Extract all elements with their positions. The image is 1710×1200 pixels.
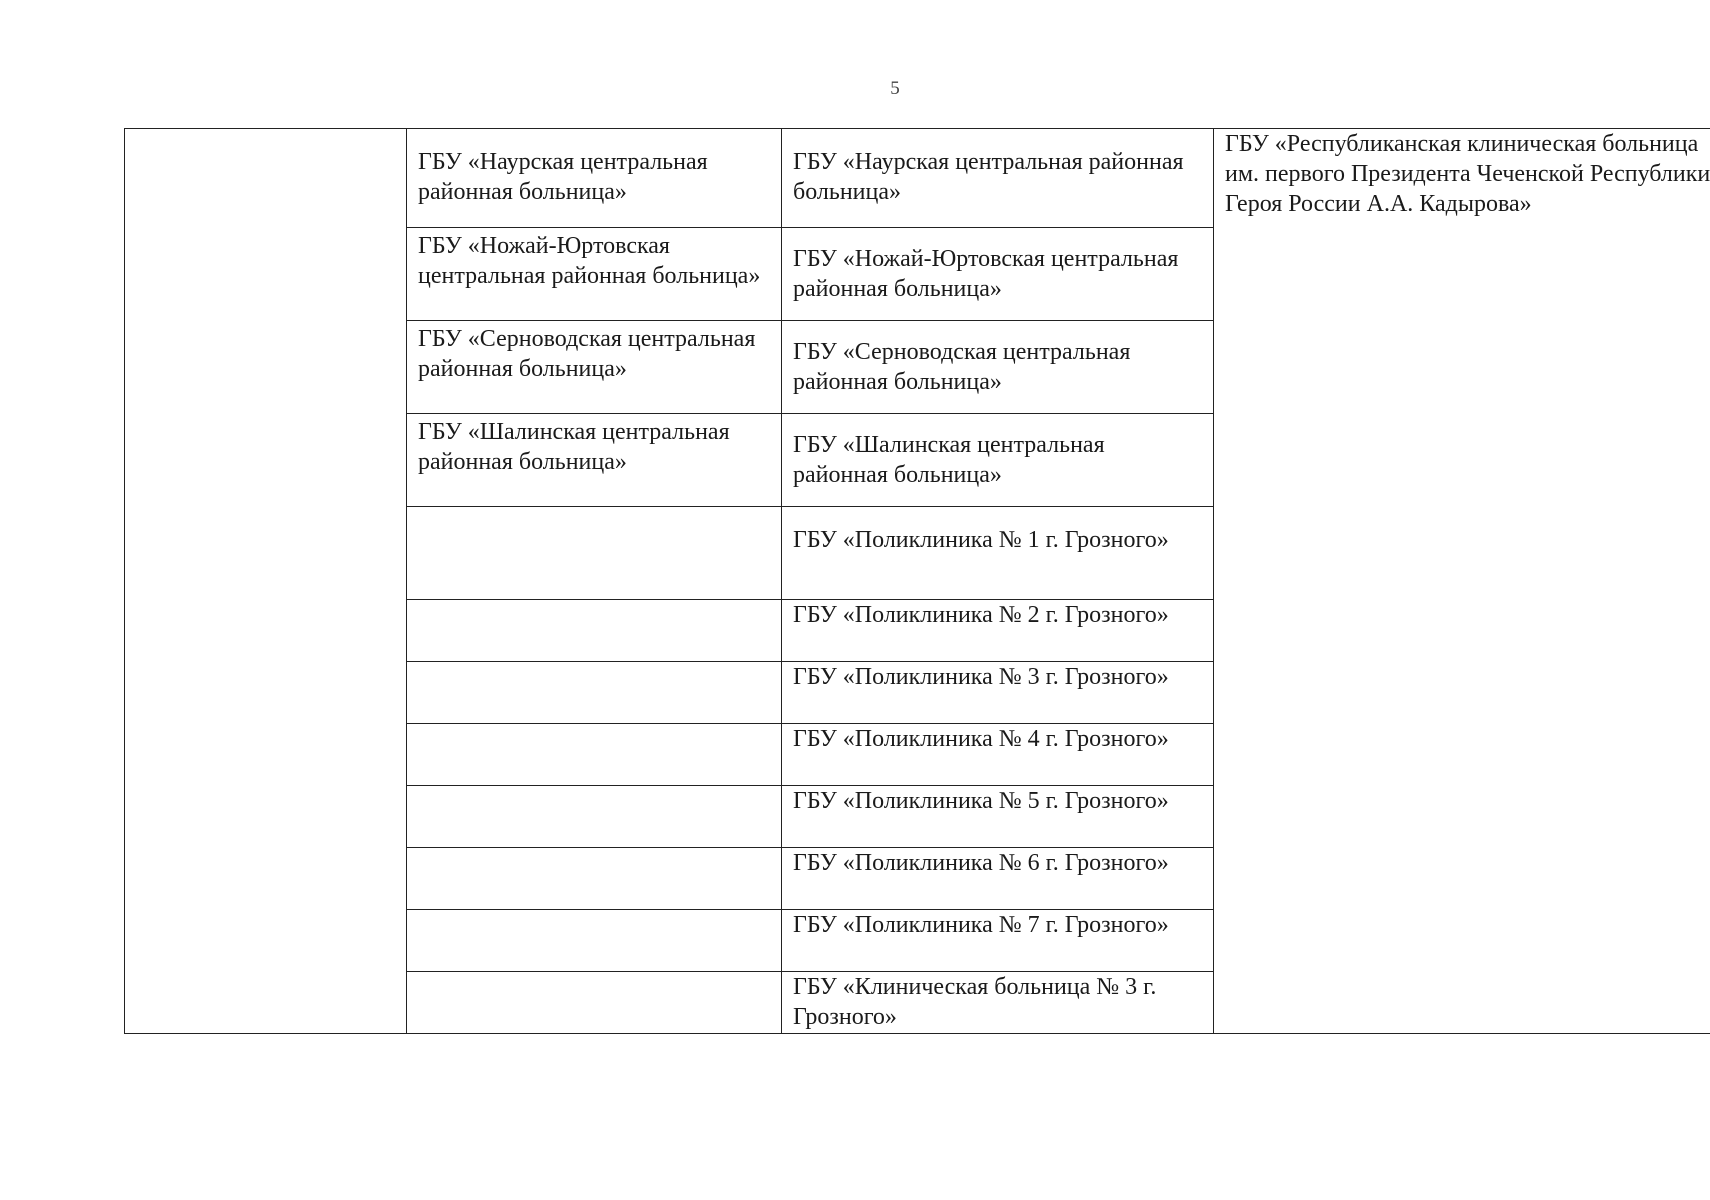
table-cell-col-c: ГБУ «Шалинская центральная районная больница»	[782, 414, 1214, 507]
table-cell-col-c: ГБУ «Ножай-Юртовская центральная районная больница»	[782, 228, 1214, 321]
table-cell-left-empty	[125, 129, 407, 1034]
table-cell-col-b-empty	[407, 724, 782, 786]
page-number: 5	[890, 78, 900, 99]
table-row	[125, 129, 1710, 228]
table-cell-col-c: ГБУ «Поликлиника № 7 г. Грозного»	[782, 910, 1214, 972]
table-cell-col-c: ГБУ «Клиническая больница № 3 г. Грозного»	[782, 972, 1214, 1034]
table-cell-col-b: ГБУ «Шалинская центральная районная больница»	[407, 414, 782, 507]
table-cell-col-c: ГБУ «Поликлиника № 6 г. Грозного»	[782, 848, 1214, 910]
table-cell-merged-hospital: ГБУ «Республиканская клиническая больница им. первого Президента Чеченской Республики Героя России А.А. Кадырова»	[1214, 129, 1710, 1034]
table-cell-col-b-empty	[407, 972, 782, 1034]
table-cell-col-b-empty	[407, 786, 782, 848]
table-cell-col-b: ГБУ «Наурская центральная районная больница»	[407, 129, 782, 228]
table-cell-col-c: ГБУ «Поликлиника № 3 г. Грозного»	[782, 662, 1214, 724]
table-cell-col-b-empty	[407, 600, 782, 662]
table-cell-col-b: ГБУ «Серноводская центральная районная больница»	[407, 321, 782, 414]
table-cell-col-c: ГБУ «Серноводская центральная районная больница»	[782, 321, 1214, 414]
table-cell-col-b-empty	[407, 507, 782, 600]
table-cell-col-c: ГБУ «Поликлиника № 5 г. Грозного»	[782, 786, 1214, 848]
table-cell-col-b-empty	[407, 848, 782, 910]
table-cell-col-b-empty	[407, 662, 782, 724]
table-cell-col-c: ГБУ «Поликлиника № 2 г. Грозного»	[782, 600, 1214, 662]
table-cell-col-b: ГБУ «Ножай-Юртовская центральная районная больница»	[407, 228, 782, 321]
table-cell-col-c: ГБУ «Поликлиника № 1 г. Грозного»	[782, 507, 1214, 600]
table-cell-col-c: ГБУ «Поликлиника № 4 г. Грозного»	[782, 724, 1214, 786]
institutions-table	[124, 128, 1710, 1034]
table-cell-col-c: ГБУ «Наурская центральная районная больница»	[782, 129, 1214, 228]
table-cell-col-b-empty	[407, 910, 782, 972]
